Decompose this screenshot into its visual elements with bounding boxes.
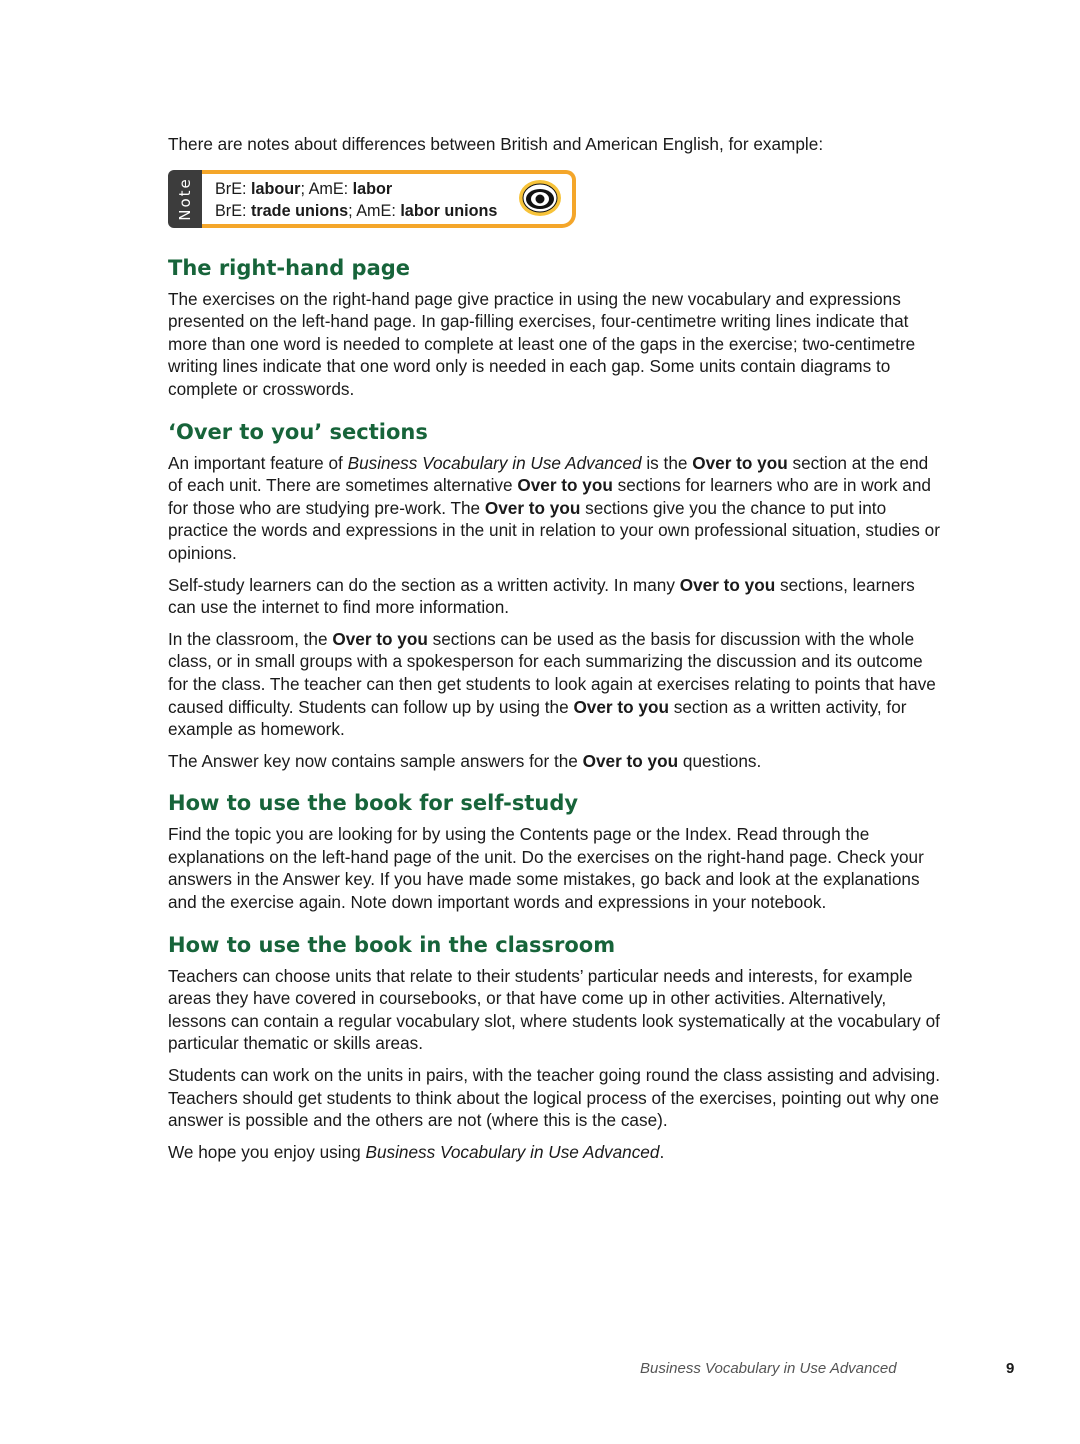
ame-label: AmE: xyxy=(308,179,349,198)
heading-over-to-you: ‘Over to you’ sections xyxy=(168,419,428,444)
bre-label: BrE: xyxy=(215,179,247,198)
ame-label: AmE: xyxy=(356,201,396,220)
self-study-paragraph: Find the topic you are looking for by using the Contents page or the Index. Read through the explanations on the left-hand page of the unit. Do the exercises on the right-hand page. Check your answers in the Answer key. If you have made some mistakes, go back and look at the explanations and the exercise again. Note down important words and expressions in your notebook. xyxy=(168,824,924,913)
footer-book-title: Business Vocabulary in Use Advanced xyxy=(640,1360,897,1377)
otu-paragraph-1: An important feature of Business Vocabulary in Use Advanced is the Over to you section at the end of each unit. There are sometimes alternative Over to you sections for learners who are in work and for those who are studying pre-work. The Over to you sections give you the chance to put into practice the words and expressions in the unit in relation to your own professional situation, studies or opinions. xyxy=(168,452,940,563)
bre-label: BrE: xyxy=(215,201,247,220)
heading-right-hand-page: The right-hand page xyxy=(168,255,411,280)
classroom-paragraph-3: We hope you enjoy using Business Vocabulary in Use Advanced. xyxy=(168,1141,665,1162)
note-tab-label: Note xyxy=(176,176,195,221)
intro-text: There are notes about differences between British and American English, for example: xyxy=(168,134,824,154)
bre-term: trade unions xyxy=(250,201,349,220)
page-content xyxy=(168,133,940,1172)
otu-paragraph-2: Self-study learners can do the section as a written activity. In many Over to you sections, learners can use the internet to find more information. xyxy=(168,574,915,618)
note-content xyxy=(202,170,576,228)
separator: ; xyxy=(348,201,353,220)
otu-paragraph-3: In the classroom, the Over to you sections can be used as the basis for discussion with the whole class, or in small groups with a spokesperson for each summarizing the discussion and its outcome for the class. The teacher can then get students to look again at exercises relating to points that have caused difficulty. Students can follow up by using the Over to you section as a written activity, for example as homework. xyxy=(168,628,936,740)
book-title: Business Vocabulary in Use Advanced xyxy=(365,1141,660,1162)
eye-seal-icon xyxy=(518,179,562,217)
classroom-paragraph-2: Students can work on the units in pairs, with the teacher going round the class assisting and advising. Teachers should get students to think about the logical process of the exercises, pointing out why one answer is possible and the others are not (where this is the case). xyxy=(168,1065,940,1131)
bre-term: labour xyxy=(250,179,301,198)
rhp-paragraph: The exercises on the right-hand page give practice in using the new vocabulary and expressions presented on the left-hand page. In gap-filling exercises, four-centimetre writing lines indicate that more than one word is needed to complete at least one of the gaps in the exercise; two-centimetre writing lines indicate that one word only is needed in each gap. Some units contain diagrams to complete or crosswords. xyxy=(168,288,916,399)
ame-term: labor unions xyxy=(400,201,498,220)
classroom-paragraph-1: Teachers can choose units that relate to their students’ particular needs and interests, for example areas they have covered in coursebooks, or that have come up in other activities. Alternatively, lessons can contain a regular vocabulary slot, where students look systematically at the vocabulary of particular thematic or skills areas. xyxy=(168,965,940,1054)
book-title: Business Vocabulary in Use Advanced xyxy=(347,452,642,473)
separator: ; xyxy=(300,179,305,198)
heading-classroom: How to use the book in the classroom xyxy=(168,932,616,957)
otu-paragraph-4: The Answer key now contains sample answers for the Over to you questions. xyxy=(168,750,762,771)
heading-self-study: How to use the book for self-study xyxy=(168,791,579,816)
note-box xyxy=(168,170,576,228)
ame-term: labor xyxy=(352,179,393,198)
page-number: 9 xyxy=(1006,1360,1015,1377)
note-tab xyxy=(168,170,202,228)
